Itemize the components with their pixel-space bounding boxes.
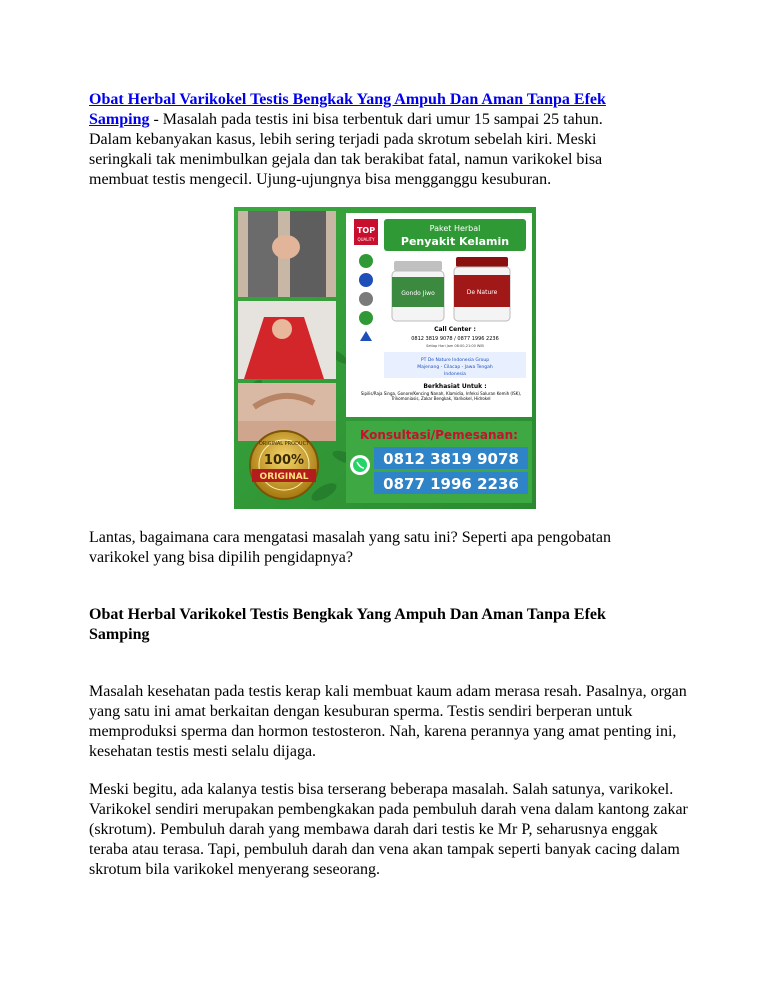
call-center-hours: Setiap Hari Jam 08:00-21:00 WIB [426,344,484,348]
phone-1: 0812 3819 9078 [383,450,519,468]
top-quality-badge [354,219,378,245]
seal-original-text: ORIGINAL [259,472,309,482]
intro-paragraph [89,90,649,190]
product-jar-1 [392,261,444,321]
intro-text: - Masalah pada testis ini bisa terbentuk dari umur 15 sampai 25 tahun. Dalam kebanyakan kasus, lebih sering terjadi pada skrotum sebelah kiri. Meski seringkali tak menimbulkan gejala dan tak berakibat fatal, namun varikokel bisa membuat testis mengecil. Ujung-ujungnya bisa mengganggu kesuburan. [89,111,603,188]
consult-title: Konsultasi/Pemesanan: [360,428,518,442]
badge-top-text: TOP [356,226,376,235]
paragraph-4: Meski begitu, ada kalanya testis bisa terserang beberapa masalah. Salah satunya, varikokel. Varikokel sendiri merupakan pembengkakan pada pembuluh darah vena dalam kantong zakar (skrotum). Pembuluh darah yang membawa darah dari testis ke Mr P, seharusnya enggak teraba atau terasa. Tapi, pembuluh darah dan vena akan tampak seperti banyak cacing dalam skrotum bila varikokel menyerang seseorang. [89,781,688,878]
title-link[interactable]: Obat Herbal Varikokel Testis Bengkak Yang Ampuh Dan Aman Tanpa Efek Samping [89,91,606,128]
certificate-icon [359,311,373,325]
section-heading: Obat Herbal Varikokel Testis Bengkak Yang Ampuh Dan Aman Tanpa Efek Samping [89,606,606,643]
banner-line2: Penyakit Kelamin [400,235,510,248]
company-line2: Majenang - Cilacap - Jawa Tengah [417,365,493,370]
photo-panel-1 [238,211,336,297]
call-center-title: Call Center : [434,326,476,333]
certificate-icon [359,273,373,287]
article-intro [89,90,649,190]
photo-panel-2 [238,301,336,379]
company-line3: Indonesia [444,372,466,377]
paragraph-3: Masalah kesehatan pada testis kerap kali membuat kaum adam merasa resah. Pasalnya, organ yang satu ini amat berkaitan dengan kesuburan sperma. Testis sendiri berperan untuk memproduksi sperma dan hormon testosteron. Nah, karena perannya yang amat penting ini, kesehatan testis mesti selalu dijaga. [89,683,687,760]
seal-top-text: ORIGINAL PRODUCT [258,441,310,447]
product-jar-2 [454,257,510,321]
paragraph-2: Lantas, bagaimana cara mengatasi masalah yang satu ini? Seperti apa pengobatan varikokel yang bisa dipilih pengidapnya? [89,529,612,566]
original-seal-icon [250,431,318,499]
call-center-numbers: 0812 3819 9078 / 0877 1996 2236 [411,336,499,342]
certificate-icon [359,254,373,268]
seal-percent-text: 100% [263,453,305,468]
phone-2: 0877 1996 2236 [383,475,519,493]
banner-line1: Paket Herbal [429,224,481,233]
company-line1: PT De Nature Indonesia Group [420,358,490,363]
jar2-label: De Nature [466,289,498,296]
benefit-title: Berkhasiat Untuk : [423,383,487,390]
badge-quality-text: QUALITY [357,237,375,242]
jar1-label: Gondo Jiwo [401,290,435,297]
benefit-text: Sipilis/Raja Singa, Gonore/Kencing Nanah, Klamidia, Infeksi Saluran Kemih (ISK), Trikomoniasis, Zakar Bengkak, Varikokel, Hidrokel [360,391,522,401]
whatsapp-icon [350,455,370,475]
product-ad-image [234,207,536,509]
certificate-icon [359,292,373,306]
